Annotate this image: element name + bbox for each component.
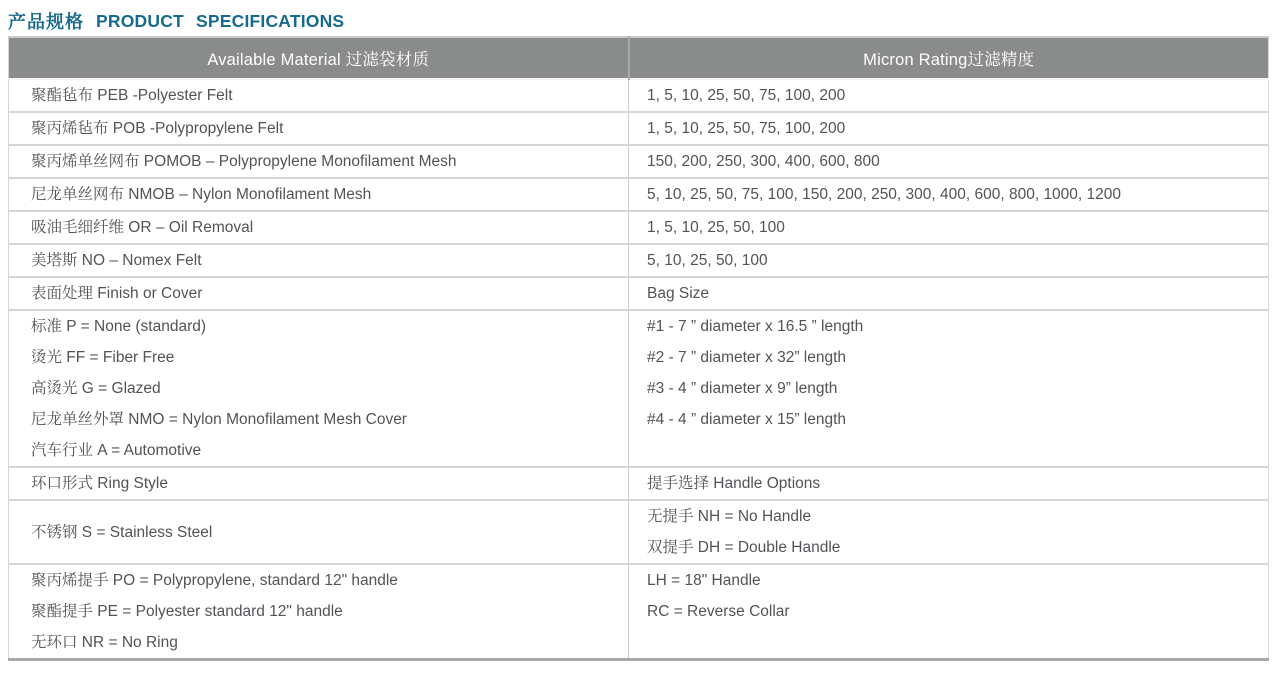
cell-text: 聚丙烯提手 PO = Polypropylene, standard 12" handle xyxy=(31,572,398,589)
cell-text: 无环口 NR = No Ring xyxy=(31,634,178,651)
cell-text: 150, 200, 250, 300, 400, 600, 800 xyxy=(647,153,880,170)
cell-text: 高烫光 G = Glazed xyxy=(31,380,161,397)
micron-cell xyxy=(629,79,1269,112)
material-cell xyxy=(9,112,629,145)
cell-text: 1, 5, 10, 25, 50, 75, 100, 200 xyxy=(647,87,846,104)
micron-cell xyxy=(629,467,1269,500)
micron-cell xyxy=(629,211,1269,244)
cell-text: #1 - 7 ” diameter x 16.5 ” length xyxy=(647,318,864,335)
cell-text: 表面处理 Finish or Cover xyxy=(31,285,203,302)
table-row xyxy=(9,178,1269,211)
cell-text: LH = 18" Handle xyxy=(647,572,761,589)
header-micron-rating: Micron Rating过滤精度 xyxy=(629,37,1269,79)
table-row xyxy=(9,79,1269,112)
cell-text: 1, 5, 10, 25, 50, 75, 100, 200 xyxy=(647,120,846,137)
page-title-chinese: 产品规格 xyxy=(8,12,84,32)
micron-cell xyxy=(629,500,1269,564)
micron-cell xyxy=(629,277,1269,310)
cell-text: 吸油毛细纤维 OR – Oil Removal xyxy=(31,219,254,236)
table-header xyxy=(9,37,1269,79)
table-row xyxy=(9,310,1269,467)
material-cell xyxy=(9,467,629,500)
cell-text: 环口形式 Ring Style xyxy=(31,475,168,492)
material-cell xyxy=(9,500,629,564)
header-row xyxy=(9,37,1269,79)
micron-cell xyxy=(629,244,1269,277)
cell-text: RC = Reverse Collar xyxy=(647,603,790,620)
micron-cell xyxy=(629,310,1269,467)
table-row xyxy=(9,564,1269,660)
cell-text: 聚酯提手 PE = Polyester standard 12" handle xyxy=(31,603,343,620)
cell-text: #2 - 7 ” diameter x 32” length xyxy=(647,349,847,366)
page-title-english: PRODUCT SPECIFICATIONS xyxy=(96,10,345,31)
table-row xyxy=(9,277,1269,310)
material-cell xyxy=(9,211,629,244)
material-cell xyxy=(9,310,629,467)
cell-text: #4 - 4 ” diameter x 15” length xyxy=(647,411,847,428)
material-cell xyxy=(9,244,629,277)
micron-cell xyxy=(629,178,1269,211)
cell-text: 1, 5, 10, 25, 50, 100 xyxy=(647,219,785,236)
material-cell xyxy=(9,564,629,660)
table-row xyxy=(9,244,1269,277)
table-row xyxy=(9,467,1269,500)
micron-cell xyxy=(629,564,1269,660)
cell-text: 5, 10, 25, 50, 75, 100, 150, 200, 250, 300, 400, 600, 800, 1000, 1200 xyxy=(647,186,1122,203)
table-row xyxy=(9,211,1269,244)
cell-text: 烫光 FF = Fiber Free xyxy=(31,349,175,366)
page-title xyxy=(8,6,1274,36)
table-body xyxy=(9,79,1269,660)
cell-text: 尼龙单丝外罩 NMO = Nylon Monofilament Mesh Cover xyxy=(31,411,407,428)
cell-text: Bag Size xyxy=(647,285,710,302)
micron-cell xyxy=(629,112,1269,145)
micron-cell xyxy=(629,145,1269,178)
material-cell xyxy=(9,178,629,211)
cell-text: 聚酯毡布 PEB -Polyester Felt xyxy=(31,87,233,104)
cell-text: 聚丙烯毡布 POB -Polypropylene Felt xyxy=(31,120,284,137)
table-row xyxy=(9,500,1269,564)
cell-text: 双提手 DH = Double Handle xyxy=(647,539,841,556)
cell-text: 无提手 NH = No Handle xyxy=(647,508,812,525)
cell-text: 提手选择 Handle Options xyxy=(647,475,821,492)
table-row xyxy=(9,145,1269,178)
table-row xyxy=(9,112,1269,145)
cell-text: 聚丙烯单丝网布 POMOB – Polypropylene Monofilament Mesh xyxy=(31,153,457,170)
material-cell xyxy=(9,145,629,178)
cell-text: 美塔斯 NO – Nomex Felt xyxy=(31,252,202,269)
cell-text: #3 - 4 ” diameter x 9” length xyxy=(647,380,838,397)
material-cell xyxy=(9,79,629,112)
material-cell xyxy=(9,277,629,310)
cell-text: 不锈钢 S = Stainless Steel xyxy=(31,523,213,541)
cell-text: 汽车行业 A = Automotive xyxy=(31,442,202,459)
cell-text: 5, 10, 25, 50, 100 xyxy=(647,252,768,269)
product-spec-table xyxy=(8,36,1269,661)
header-available-material: Available Material 过滤袋材质 xyxy=(9,37,629,79)
cell-text: 标准 P = None (standard) xyxy=(31,318,207,335)
cell-text: 尼龙单丝网布 NMOB – Nylon Monofilament Mesh xyxy=(31,186,372,203)
